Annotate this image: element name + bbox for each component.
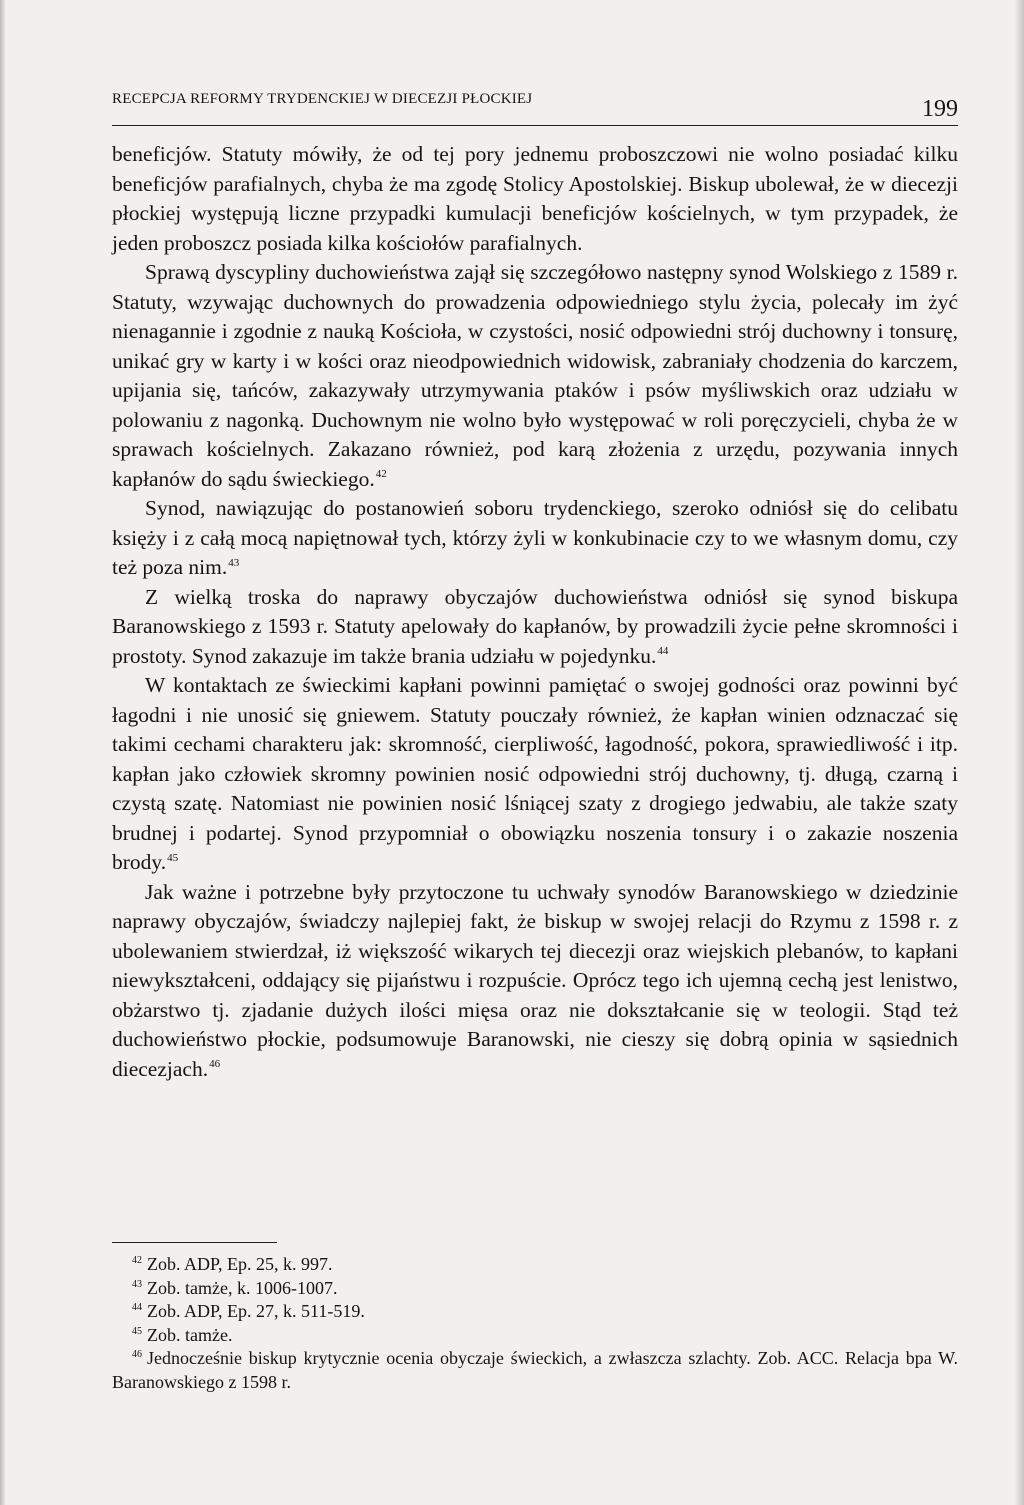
page-edge-left: [0, 0, 6, 1505]
footnote-43: [112, 1277, 958, 1301]
running-head: RECEPCJA REFORMY TRYDENCKIEJ W DIECEZJI PŁOCKIEJ: [112, 91, 533, 107]
footnote-number: 44: [132, 1302, 142, 1313]
paragraph-text: beneficjów. Statuty mówiły, że od tej pory jednemu proboszczowi nie wolno posiadać kilku beneficjów parafialnych, chyba że ma zgodę Stolicy Apostolskiej. Biskup ubolewał, że w diecezji płockiej występują liczne przypadki kumulacji beneficjów kościelnych, w tym przypadek, że jeden proboszcz posiada kilka kościołów parafialnych.: [112, 142, 958, 255]
paragraph-text: Synod, nawiązując do postanowień soboru trydenckiego, szeroko odniósł się do celibatu księży i z całą mocą napiętnował tych, którzy żyli w konkubinacie czy to we własnym domu, czy też poza nim.: [112, 496, 958, 579]
footnote-ref-42[interactable]: 42: [375, 468, 387, 481]
paragraph-text: Sprawą dyscypliny duchowieństwa zajął się szczegółowo następny synod Wolskiego z 1589 r. Statuty, wzywając duchownych do prowadzenia odpowiedniego stylu życia, polecały im żyć nienagannie i zgodnie z nauką Kościoła, w czystości, nosić odpowiedni strój duchowny i tonsurę, unikać gry w karty i w kości oraz nieodpowiednich widowisk, zabraniały chodzenia do karczem, upijania się, tańców, zakazywały utrzymywania ptaków i psów myśliwskich oraz udziału w polowaniu z nagonką. Duchownym nie wolno było występować w roli poręczycieli, chyba że w sprawach kościelnych. Zakazano również, pod karą złożenia z urzędu, pozywania innych kapłanów do sądu świeckiego.: [112, 260, 958, 491]
paragraph-text: Jak ważne i potrzebne były przytoczone tu uchwały synodów Baranowskiego w dziedzinie naprawy obyczajów, świadczy najlepiej fakt, że biskup w swojej relacji do Rzymu z 1598 r. z ubolewaniem stwierdzał, iż większość wikarych tej diecezji oraz wiejskich plebanów, to kapłani niewykształceni, oddający się pijaństwu i rozpuście. Oprócz tego ich ujemną cechą jest lenistwo, obżarstwo tj. zjadanie dużych ilości mięsa oraz nie dokształcanie się w teologii. Stąd też duchowieństwo płockie, podsumowuje Baranowski, nie cieszy się dobrą opinia w sąsiednich diecezjach.: [112, 879, 958, 1081]
paragraph-text: W kontaktach ze świeckimi kapłani powinni pamiętać o swojej godności oraz powinni być łagodni i nie unosić się gniewem. Statuty pouczały również, że kapłan winien odznaczać się takimi cechami charakteru jak: skromność, cierpliwość, łagodność, pokora, sprawiedliwość i itp. kapłan jako człowiek skromny powinien nosić odpowiedni strój duchowny, tj. długą, czarną i czystą szatę. Natomiast nie powinien nosić lśniącej szaty z drogiego jedwabiu, ale także szaty brudnej i podartej. Synod przypomniał o obowiązku noszenia tonsury i o zakazie noszenia brody.: [112, 673, 958, 874]
footnote-rule: [112, 1242, 277, 1243]
footnote-45: [112, 1324, 958, 1348]
footnote-46: [112, 1347, 958, 1394]
footnote-number: 46: [132, 1349, 142, 1360]
footnote-text: Zob. ADP, Ep. 25, k. 997.: [147, 1254, 333, 1274]
footnote-44: [112, 1300, 958, 1324]
page-number: 199: [922, 96, 958, 122]
footnote-ref-45[interactable]: 45: [167, 851, 179, 864]
footnote-ref-43[interactable]: 43: [228, 556, 240, 569]
footnote-ref-46[interactable]: 46: [209, 1058, 221, 1071]
paragraph-4: [112, 583, 958, 672]
footnote-ref-44[interactable]: 44: [657, 645, 669, 658]
footnotes: [112, 1242, 958, 1394]
paragraph-6: [112, 878, 958, 1085]
paragraph-5: [112, 671, 958, 878]
paragraph-text: Z wielką troska do naprawy obyczajów duchowieństwa odniósł się synod biskupa Baranowskiego z 1593 r. Statuty apelowały do kapłanów, by prowadzili życie pełne skromności i prostoty. Synod zakazuje im także brania udziału w pojedynku.: [112, 584, 958, 668]
page-edge-right: [1014, 0, 1024, 1505]
footnote-text: Jednocześnie biskup krytycznie ocenia obyczaje świeckich, a zwłaszcza szlachty. Zob. ACC. Relacja bpa W. Baranowskiego z 1598 r.: [112, 1348, 958, 1392]
paragraph-3: [112, 494, 958, 583]
paragraph-2: [112, 258, 958, 494]
footnote-number: 45: [132, 1325, 142, 1337]
page-header: [112, 90, 958, 126]
footnote-number: 42: [132, 1255, 142, 1266]
footnote-42: [112, 1253, 958, 1277]
paragraph-1: [112, 140, 958, 258]
footnote-number: 43: [132, 1278, 142, 1290]
footnote-text: Zob. ADP, Ep. 27, k. 511-519.: [147, 1301, 365, 1321]
body-text: [112, 140, 958, 1084]
footnote-text: Zob. tamże.: [147, 1324, 233, 1345]
footnote-text: Zob. tamże, k. 1006-1007.: [147, 1277, 338, 1298]
header-rule: [112, 125, 958, 126]
